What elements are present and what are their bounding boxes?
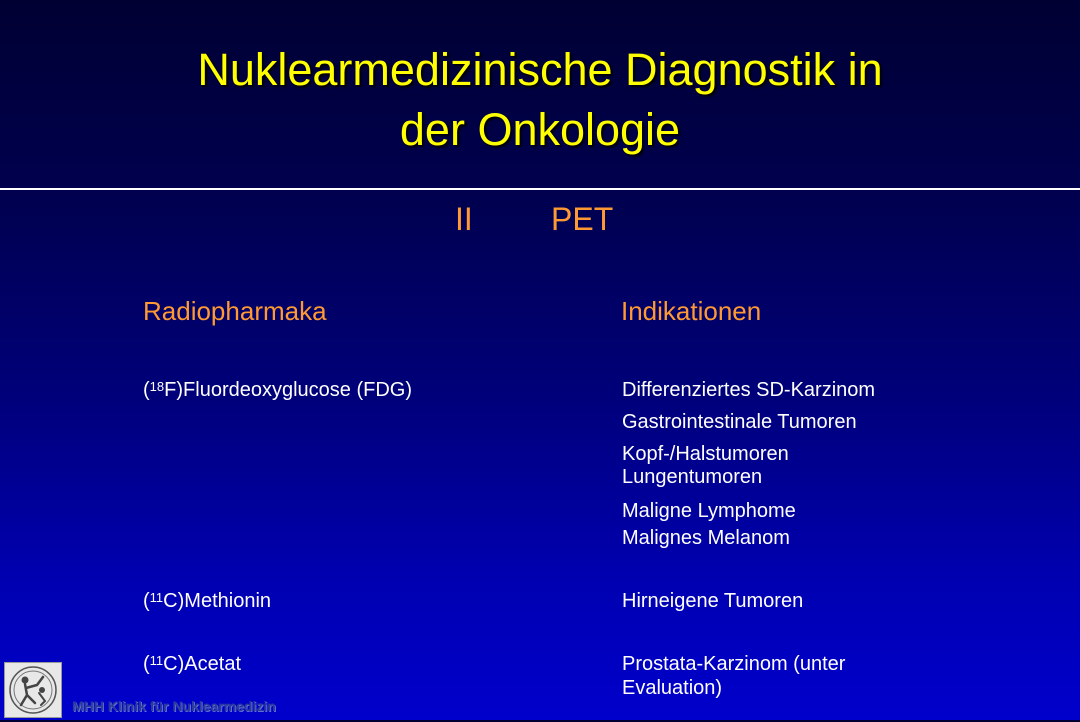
indication-item: Maligne Lymphome (622, 500, 796, 522)
indication-item: Evaluation) (622, 677, 723, 699)
agent-name: Fluordeoxyglucose (FDG) (183, 379, 412, 401)
indication-item: Kopf-/Halstumoren (622, 443, 789, 465)
slide-title-line1: Nuklearmedizinische Diagnostik in (197, 44, 883, 95)
indication-item: Prostata-Karzinom (unter (622, 653, 846, 675)
isotope-element: F (164, 379, 177, 401)
slide-title (0, 40, 1080, 160)
title-divider (0, 188, 1080, 190)
isotope-mass: 18 (149, 379, 165, 394)
isotope-element: C (163, 590, 178, 612)
indication-item: Lungentumoren (622, 466, 763, 488)
column-header-indikationen: Indikationen (621, 296, 762, 326)
footer-institution: MHH Klinik für Nuklearmedizin (72, 698, 276, 714)
column-header-radiopharmaka: Radiopharmaka (143, 296, 327, 326)
radiopharmakon-acetat: ($^{11}$C)Acetat (143, 653, 241, 675)
agent-name: Acetat (184, 653, 241, 675)
indication-item: Gastrointestinale Tumoren (622, 411, 857, 433)
indication-item: Malignes Melanom (622, 527, 790, 549)
section-title: PET (551, 201, 614, 237)
slide-title-line2: der Onkologie (399, 104, 681, 155)
mhh-logo-icon (4, 662, 62, 718)
indication-item: Differenziertes SD-Karzinom (622, 379, 876, 401)
section-number: II (455, 201, 473, 237)
agent-name: Methionin (184, 590, 272, 612)
indication-item: Hirneigene Tumoren (622, 590, 804, 612)
radiopharmakon-fdg: ($^{18}$F)Fluordeoxyglucose (FDG) (143, 379, 412, 401)
isotope-mass: 11 (149, 590, 164, 605)
mhh-logo-graphic (5, 663, 61, 717)
radiopharmakon-methionin: ($^{11}$C)Methionin (143, 590, 272, 612)
isotope-mass: 11 (149, 653, 164, 668)
isotope-element: C (163, 653, 178, 675)
